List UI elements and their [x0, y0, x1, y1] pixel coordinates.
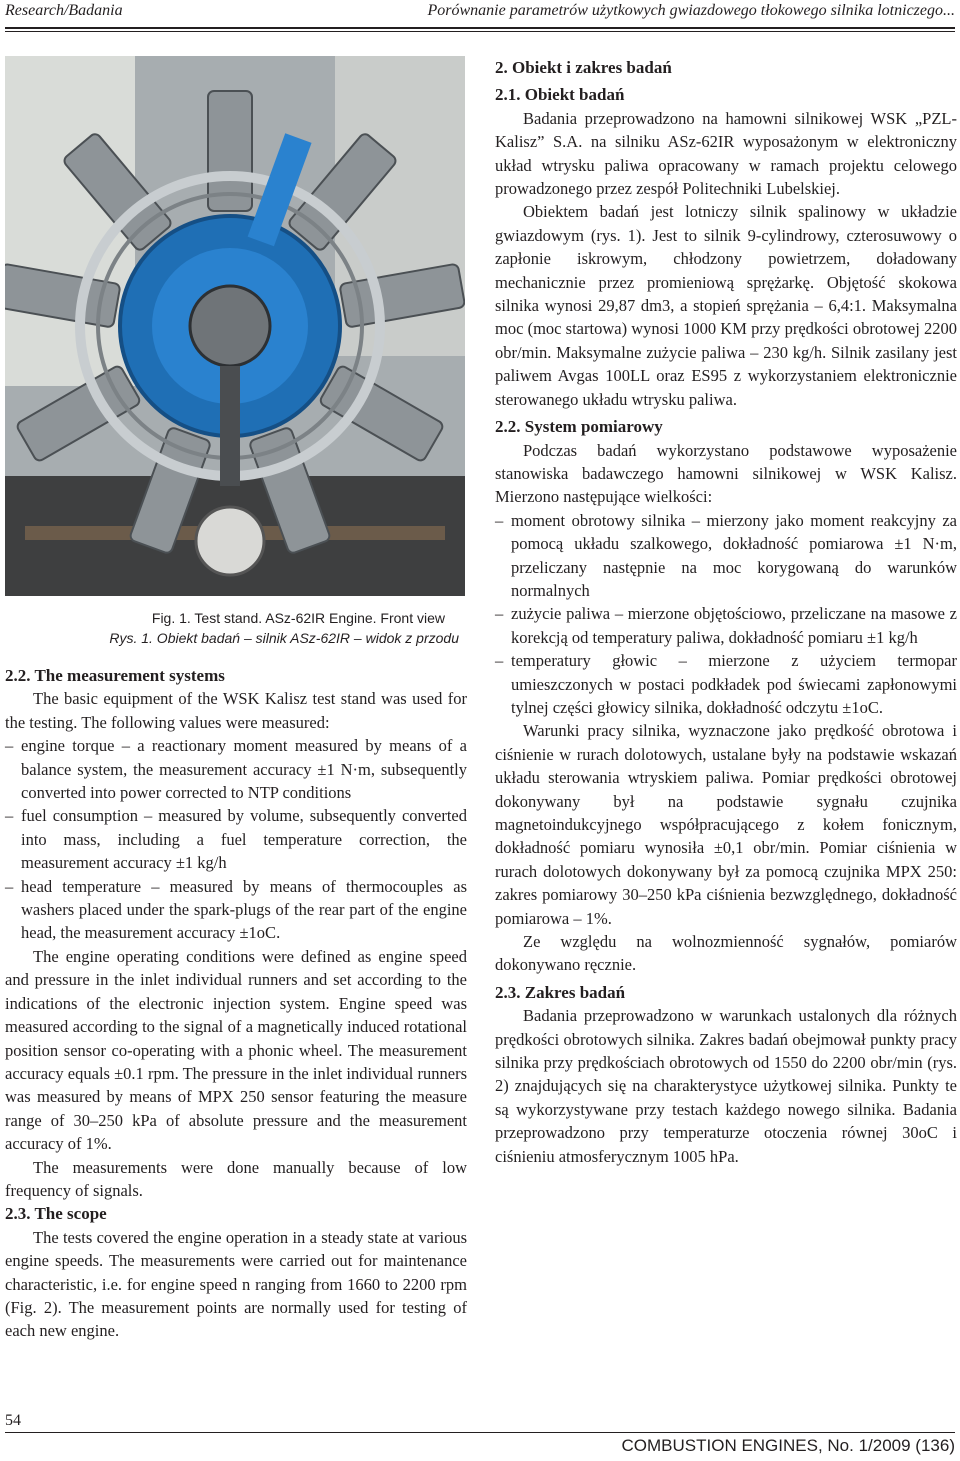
- paragraph: Obiektem badań jest lotniczy silnik spalinowy w układzie gwiazdowym (rys. 1). Jest to silnik 9-cylindrowy, czterosuwowy o zapłonie iskrowym, chłodzony powietrzem, doładowany mechanicznie przez promieniową sprężarkę. Objętość skokowa silnika wynosi 29,87 dm3, a stopień sprężania – 6,4:1. Maksymalna moc (moc startowa) wynosi 1000 KM przy prędkości obrotowej 2200 obr/min. Maksymalne zużycie paliwa – 230 kg/h. Silnik zasilany jest paliwem Avgas 100LL oraz ES95 z wykorzystaniem elektronicznie sterowanego układu wtrysku paliwa.: [495, 202, 957, 409]
- header-rule-thick: [5, 27, 955, 29]
- list-item: – moment obrotowy silnika – mierzony jako moment reakcyjny za pomocą układu szalkowego, dokładność pomiarowa ±1 N·m, przeliczany następnie na moc korygowaną do warunków normalnych: [495, 509, 957, 603]
- right-column: [495, 56, 957, 1168]
- section-heading-2-2-pl: 2.2. System pomiarowy: [495, 417, 663, 437]
- right-body-text: [495, 56, 957, 1168]
- list-item: – temperatury głowic – mierzone z użyciem termopar umieszczonych w postaci podkładek pod świecami zapłonowymi tylnej części głowicy silnika, dokładność odczytu ±1oC.: [495, 649, 957, 719]
- paragraph: The tests covered the engine operation in a steady state at various engine speeds. The measurements were carried out for maintenance characteristic, i.e. for engine speed n ranging from 1660 to 2200 rpm (Fig. 2). The measurement points are normally used for testing of each new engine.: [5, 1227, 467, 1341]
- section-heading-2-1-pl: 2.1. Obiekt badań: [495, 85, 625, 105]
- paragraph: Badania przeprowadzono w warunkach ustalonych dla różnych prędkości obrotowych silnika. Zakres badań obejmował punkty pracy silnika przy prędkościach obrotowych od 1550 do 2200 obr/min (rys. 2) znajdujących się na charakterystyce użytkowej silnika. Punkty te są wykorzystywane przy testach każdego nowego silnika. Badania przeprowadzono przy temperaturze otoczenia równej 30oC i ciśnieniu atmosferycznym 1005 hPa.: [495, 1006, 957, 1166]
- left-column: [5, 56, 467, 1343]
- header-section-label: Research/Badania: [5, 2, 123, 19]
- running-header: [5, 0, 955, 28]
- paragraph: Badania przeprowadzono na hamowni silnikowej WSK „PZL-Kalisz” S.A. na silniku ASz-62IR wyposażonym w elektroniczny układ wtrysku paliwa opracowany w ramach projektu celowego prowadzonego przez zespół Politechniki Lubelskiej.: [495, 108, 957, 199]
- section-heading-2-2-en: 2.2. The measurement systems: [5, 666, 225, 685]
- section-heading-2-3-en: 2.3. The scope: [5, 1204, 107, 1224]
- journal-reference: COMBUSTION ENGINES, No. 1/2009 (136): [621, 1436, 955, 1455]
- figure-caption-en: Fig. 1. Test stand. ASz-62IR Engine. Front view: [151, 610, 445, 626]
- page-number: 54: [5, 1412, 21, 1429]
- list-item: – engine torque – a reactionary moment measured by means of a balance system, the measurement accuracy ±1 N·m, subsequently converted into power corrected to NTP conditions: [5, 734, 467, 804]
- header-article-title: Porównanie parametrów użytkowych gwiazdowego tłokowego silnika lotniczego...: [427, 2, 955, 19]
- list-item: – head temperature – measured by means of thermocouples as washers placed under the spark-plugs of the rear part of the engine head, the measurement accuracy ±1oC.: [5, 875, 467, 945]
- paragraph: Warunki pracy silnika, wyznaczone jako prędkość obrotowa i ciśnienie w rurach dolotowych, ustalane były na podstawie wskazań układu sterowania wtryskiem paliwa. Pomiar prędkości obrotowej dokonywany był na podstawie sygnału czujnika magnetoindukcyjnego współpracującego z kołem fonicznym, dokładność pomiaru wynosiła ±0,1 obr/min. Pomiar ciśnienia w rurach dolotowych dokonywany był za pomocą czujnika MPX 250: zakres pomiarowy 30–250 kPa ciśnienia bezwzględnego, dokładność pomiarowa – 1%.: [495, 721, 957, 928]
- paragraph: The measurements were done manually because of low frequency of signals.: [5, 1157, 467, 1200]
- list-item: – fuel consumption – measured by volume, subsequently converted into mass, including a fuel temperature correction, the measurement accuracy ±1 kg/h: [5, 804, 467, 874]
- paragraph: The engine operating conditions were defined as engine speed and pressure in the inlet individual runners and set according to the indications of the electronic injection system. Engine speed was measured according to the signal of a magnetically induced rotational position sensor co-operating with a phonic wheel. The measurement accuracy equals ±0.1 rpm. The pressure in the inlet individual runners was measured by means of MPX 250 sensor featuring the measure range of 30–250 kPa of absolute pressure and the measurement accuracy of 1%.: [5, 946, 467, 1154]
- section-heading-2-3-pl: 2.3. Zakres badań: [495, 982, 626, 1002]
- paragraph: The basic equipment of the WSK Kalisz test stand was used for the testing. The following values were measured:: [5, 689, 467, 732]
- left-body-text: [5, 664, 467, 1343]
- paragraph: Ze względu na wolnozmienność sygnałów, pomiarów dokonywano ręcznie.: [495, 932, 957, 975]
- footer-rule: [5, 1432, 955, 1433]
- header-rule-thin: [5, 31, 955, 32]
- engine-photo: [5, 56, 465, 596]
- list-item: – zużycie paliwa – mierzone objętościowo, przeliczane na masowe z korekcją od temperatury paliwa, dokładność pomiaru ±1 kg/h: [495, 602, 957, 649]
- section-heading-2-pl: 2. Obiekt i zakres badań: [495, 58, 672, 77]
- figure-caption-pl: Rys. 1. Obiekt badań – silnik ASz-62IR – widok z przodu: [109, 630, 459, 646]
- radial-engine-illustration: [5, 56, 465, 596]
- paragraph: Podczas badań wykorzystano podstawowe wyposażenie stanowiska badawczego hamowni silnikowej w WSK Kalisz. Mierzono następujące wielkości:: [495, 440, 957, 507]
